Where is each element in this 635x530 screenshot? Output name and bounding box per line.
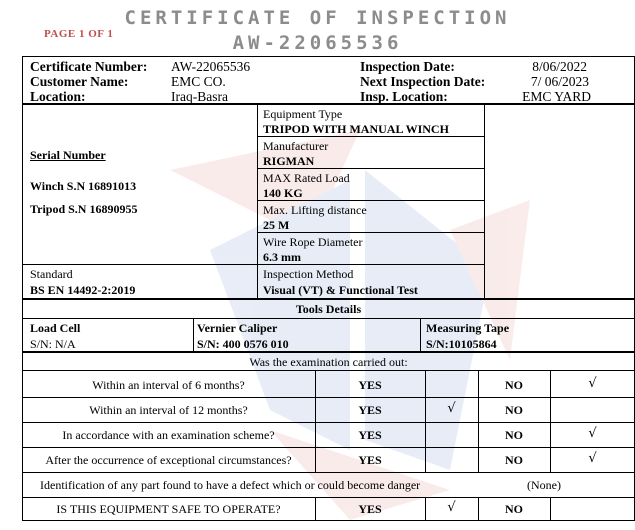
tool-vernier-caliper-name: Vernier Caliper <box>197 321 278 335</box>
lifting-distance-label: Max. Lifting distance <box>263 203 367 217</box>
max-load-label: MAX Rated Load <box>263 171 350 185</box>
next-inspection-date-label: Next Inspection Date: <box>360 74 486 89</box>
serial-number-heading: Serial Number <box>30 148 106 162</box>
exam-row-scheme-label: In accordance with an examination scheme? <box>62 428 275 442</box>
exam-row-exceptional-no: NO <box>505 453 523 467</box>
certificate-title-number: AW-22065536 <box>232 32 403 54</box>
winch-serial-number: Winch S.N 16891013 <box>30 179 137 193</box>
safe-to-operate-yes: YES <box>358 502 382 516</box>
inspection-date-value: 8/06/2022 <box>532 59 587 74</box>
inspection-location-value: EMC YARD <box>522 89 591 104</box>
wire-rope-diameter-value: 6.3 mm <box>263 250 301 264</box>
exam-row-6-months-label: Within an interval of 6 months? <box>92 378 245 392</box>
cert-number-value: AW-22065536 <box>171 59 251 74</box>
safe-to-operate-label: IS THIS EQUIPMENT SAFE TO OPERATE? <box>56 502 281 516</box>
inspection-method-label: Inspection Method <box>263 267 354 281</box>
exam-row-exceptional-no-check: √ <box>588 451 597 466</box>
customer-name-value: EMC CO. <box>171 74 226 89</box>
customer-name-label: Customer Name: <box>30 74 129 89</box>
manufacturer-value: RIGMAN <box>263 154 315 168</box>
safe-to-operate-yes-check: √ <box>447 500 456 515</box>
inspection-date-label: Inspection Date: <box>360 59 455 74</box>
exam-row-12-months-yes: YES <box>358 403 382 417</box>
manufacturer-label: Manufacturer <box>263 139 329 153</box>
tool-vernier-caliper-sn: S/N: 400 0576 010 <box>197 337 289 351</box>
exam-row-exceptional-yes: YES <box>358 453 382 467</box>
equipment-type-label: Equipment Type <box>263 107 343 121</box>
tool-measuring-tape-name: Measuring Tape <box>426 321 510 335</box>
exam-row-6-months-no-check: √ <box>588 376 597 391</box>
exam-row-scheme-no-check: √ <box>588 426 597 441</box>
exam-row-6-months-no: NO <box>505 378 523 392</box>
page-number-label: PAGE 1 OF 1 <box>44 28 114 40</box>
equipment-type-value: TRIPOD WITH MANUAL WINCH <box>263 122 449 136</box>
exam-row-scheme-yes: YES <box>358 428 382 442</box>
safe-to-operate-no: NO <box>505 502 523 516</box>
exam-row-exceptional-label: After the occurrence of exceptional circumstances? <box>45 453 292 467</box>
cert-number-label: Certificate Number: <box>30 59 148 74</box>
lifting-distance-value: 25 M <box>263 218 290 232</box>
standard-value: BS EN 14492-2:2019 <box>30 283 136 297</box>
inspection-location-label: Insp. Location: <box>360 89 448 104</box>
examination-question: Was the examination carried out: <box>249 355 408 369</box>
defect-identification-label: Identification of any part found to have a defect which or could become danger <box>40 478 421 492</box>
next-inspection-date-value: 7/ 06/2023 <box>530 74 589 89</box>
tool-load-cell-sn: S/N: N/A <box>30 337 76 351</box>
standard-label: Standard <box>30 267 73 281</box>
tripod-serial-number: Tripod S.N 16890955 <box>30 202 138 216</box>
exam-row-6-months-yes: YES <box>358 378 382 392</box>
defect-identification-value: (None) <box>527 478 561 492</box>
tools-details-heading: Tools Details <box>295 302 362 316</box>
exam-row-12-months-yes-check: √ <box>447 401 456 416</box>
wire-rope-diameter-label: Wire Rope Diameter <box>263 235 363 249</box>
max-load-value: 140 KG <box>263 186 303 200</box>
inspection-method-value: Visual (VT) & Functional Test <box>263 283 418 297</box>
tool-load-cell-name: Load Cell <box>30 321 81 335</box>
exam-row-scheme-no: NO <box>505 428 523 442</box>
tool-measuring-tape-sn: S/N:10105864 <box>426 337 497 351</box>
location-value: Iraq-Basra <box>171 89 228 104</box>
exam-row-12-months-no: NO <box>505 403 523 417</box>
location-label: Location: <box>30 89 86 104</box>
certificate-title: CERTIFICATE OF INSPECTION <box>124 7 511 29</box>
exam-row-12-months-label: Within an interval of 12 months? <box>89 403 248 417</box>
